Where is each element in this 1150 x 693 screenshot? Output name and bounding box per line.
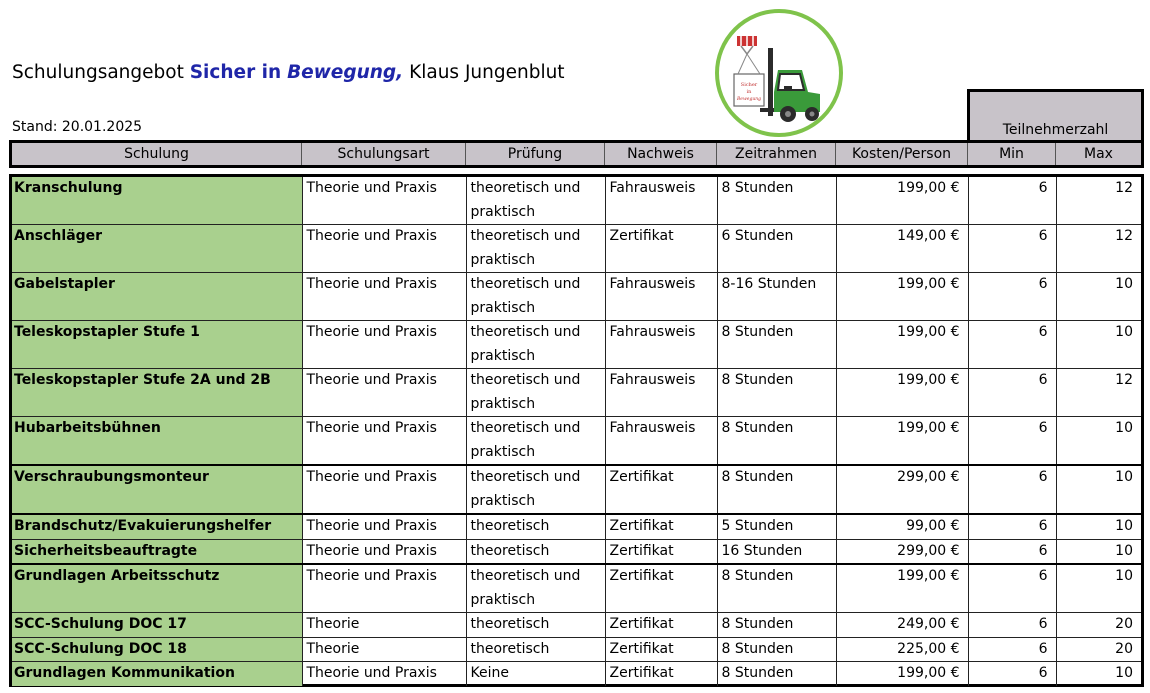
cell-nachweis: Zertifikat [605, 225, 717, 273]
cell-min: 6 [968, 539, 1056, 564]
cell-schulung: Hubarbeitsbühnen [12, 417, 302, 466]
cell-schulungsart: Theorie und Praxis [302, 514, 466, 539]
cell-kosten: 149,00 € [836, 225, 968, 273]
cell-pruefung: theoretisch und praktisch [466, 465, 605, 514]
cell-zeitrahmen: 8-16 Stunden [717, 273, 836, 321]
cell-schulung: Kranschulung [12, 177, 302, 225]
cell-pruefung: theoretisch [466, 539, 605, 564]
teilnehmerzahl-label: Teilnehmerzahl [1002, 122, 1109, 138]
cell-min: 6 [968, 369, 1056, 417]
title-brand-1: Sicher in [189, 62, 282, 83]
cell-pruefung: theoretisch [466, 613, 605, 638]
cell-min: 6 [968, 637, 1056, 662]
table-header-row [9, 140, 1144, 168]
svg-text:Bewegung: Bewegung [736, 97, 762, 102]
cell-pruefung: Keine [466, 662, 605, 686]
cell-schulungsart: Theorie und Praxis [302, 662, 466, 686]
cell-schulungsart: Theorie und Praxis [302, 539, 466, 564]
cell-nachweis: Fahrausweis [605, 177, 717, 225]
cell-min: 6 [968, 514, 1056, 539]
cell-zeitrahmen: 8 Stunden [717, 417, 836, 466]
cell-min: 6 [968, 417, 1056, 466]
table-row [12, 662, 1141, 686]
cell-schulungsart: Theorie und Praxis [302, 273, 466, 321]
cell-schulungsart: Theorie und Praxis [302, 417, 466, 466]
cell-kosten: 199,00 € [836, 369, 968, 417]
cell-zeitrahmen: 8 Stunden [717, 369, 836, 417]
table-row [12, 369, 1141, 417]
teilnehmerzahl-header [967, 89, 1144, 140]
cell-kosten: 299,00 € [836, 539, 968, 564]
cell-kosten: 199,00 € [836, 564, 968, 613]
cell-nachweis: Zertifikat [605, 465, 717, 514]
cell-max: 20 [1056, 613, 1141, 638]
cell-schulung: Grundlagen Kommunikation [12, 662, 302, 686]
cell-schulungsart: Theorie und Praxis [302, 369, 466, 417]
table-row [12, 321, 1141, 369]
cell-schulungsart: Theorie und Praxis [302, 321, 466, 369]
cell-pruefung: theoretisch [466, 514, 605, 539]
cell-zeitrahmen: 8 Stunden [717, 465, 836, 514]
cell-zeitrahmen: 6 Stunden [717, 225, 836, 273]
forklift-logo-icon [708, 8, 852, 138]
col-header-nachweis: Nachweis [605, 143, 717, 165]
stand-date: Stand: 20.01.2025 [12, 119, 143, 135]
cell-pruefung: theoretisch und praktisch [466, 225, 605, 273]
cell-kosten: 225,00 € [836, 637, 968, 662]
cell-max: 10 [1056, 465, 1141, 514]
cell-nachweis: Fahrausweis [605, 321, 717, 369]
cell-nachweis: Zertifikat [605, 613, 717, 638]
cell-schulung: Brandschutz/Evakuierungshelfer [12, 514, 302, 539]
table-row [12, 514, 1141, 539]
title-brand-2: Bewegung, [287, 62, 404, 83]
table-row [12, 225, 1141, 273]
cell-max: 10 [1056, 514, 1141, 539]
table-row [12, 177, 1141, 225]
cell-min: 6 [968, 177, 1056, 225]
cell-max: 10 [1056, 564, 1141, 613]
cell-schulung: Teleskopstapler Stufe 1 [12, 321, 302, 369]
cell-max: 10 [1056, 662, 1141, 686]
col-header-zeitrahmen: Zeitrahmen [717, 143, 836, 165]
cell-schulung: Teleskopstapler Stufe 2A und 2B [12, 369, 302, 417]
cell-kosten: 99,00 € [836, 514, 968, 539]
col-header-pruefung: Prüfung [466, 143, 605, 165]
cell-max: 10 [1056, 539, 1141, 564]
cell-min: 6 [968, 273, 1056, 321]
training-table [9, 174, 1144, 687]
cell-nachweis: Zertifikat [605, 662, 717, 686]
col-header-schulungsart: Schulungsart [302, 143, 466, 165]
table-row [12, 539, 1141, 564]
page-title [12, 62, 565, 83]
col-header-kosten: Kosten/Person [836, 143, 968, 165]
cell-max: 10 [1056, 417, 1141, 466]
cell-zeitrahmen: 8 Stunden [717, 564, 836, 613]
cell-schulungsart: Theorie und Praxis [302, 177, 466, 225]
cell-max: 12 [1056, 177, 1141, 225]
cell-kosten: 199,00 € [836, 662, 968, 686]
cell-schulung: SCC-Schulung DOC 17 [12, 613, 302, 638]
cell-schulungsart: Theorie [302, 613, 466, 638]
cell-max: 20 [1056, 637, 1141, 662]
cell-schulungsart: Theorie und Praxis [302, 564, 466, 613]
cell-nachweis: Zertifikat [605, 564, 717, 613]
cell-min: 6 [968, 465, 1056, 514]
cell-schulung: Anschläger [12, 225, 302, 273]
cell-schulungsart: Theorie und Praxis [302, 465, 466, 514]
table-row [12, 417, 1141, 466]
cell-nachweis: Zertifikat [605, 539, 717, 564]
table-row [12, 637, 1141, 662]
cell-kosten: 199,00 € [836, 417, 968, 466]
cell-kosten: 249,00 € [836, 613, 968, 638]
cell-nachweis: Fahrausweis [605, 273, 717, 321]
title-prefix: Schulungsangebot [12, 62, 184, 83]
col-header-min: Min [968, 143, 1056, 165]
cell-pruefung: theoretisch und praktisch [466, 564, 605, 613]
cell-pruefung: theoretisch und praktisch [466, 369, 605, 417]
cell-max: 10 [1056, 321, 1141, 369]
cell-kosten: 199,00 € [836, 321, 968, 369]
table-row [12, 564, 1141, 613]
cell-schulung: Grundlagen Arbeitsschutz [12, 564, 302, 613]
cell-pruefung: theoretisch und praktisch [466, 417, 605, 466]
cell-pruefung: theoretisch und praktisch [466, 321, 605, 369]
table-row [12, 273, 1141, 321]
svg-text:Sicher: Sicher [740, 82, 758, 88]
cell-min: 6 [968, 662, 1056, 686]
cell-min: 6 [968, 613, 1056, 638]
cell-zeitrahmen: 8 Stunden [717, 613, 836, 638]
cell-min: 6 [968, 321, 1056, 369]
cell-min: 6 [968, 225, 1056, 273]
table-row [12, 613, 1141, 638]
cell-max: 12 [1056, 225, 1141, 273]
cell-nachweis: Fahrausweis [605, 417, 717, 466]
cell-pruefung: theoretisch [466, 637, 605, 662]
cell-zeitrahmen: 8 Stunden [717, 177, 836, 225]
cell-schulungsart: Theorie und Praxis [302, 225, 466, 273]
col-header-max: Max [1084, 146, 1113, 162]
cell-zeitrahmen: 16 Stunden [717, 539, 836, 564]
title-author: Klaus Jungenblut [409, 62, 565, 83]
cell-zeitrahmen: 5 Stunden [717, 514, 836, 539]
cell-zeitrahmen: 8 Stunden [717, 637, 836, 662]
cell-max: 10 [1056, 273, 1141, 321]
cell-min: 6 [968, 564, 1056, 613]
cell-schulung: SCC-Schulung DOC 18 [12, 637, 302, 662]
cell-schulungsart: Theorie [302, 637, 466, 662]
cell-schulung: Gabelstapler [12, 273, 302, 321]
cell-kosten: 299,00 € [836, 465, 968, 514]
cell-schulung: Verschraubungsmonteur [12, 465, 302, 514]
cell-nachweis: Fahrausweis [605, 369, 717, 417]
cell-schulung: Sicherheitsbeauftragte [12, 539, 302, 564]
cell-nachweis: Zertifikat [605, 514, 717, 539]
cell-zeitrahmen: 8 Stunden [717, 321, 836, 369]
table-row [12, 465, 1141, 514]
svg-text:in: in [746, 89, 752, 95]
cell-kosten: 199,00 € [836, 177, 968, 225]
col-header-schulung: Schulung [12, 143, 302, 165]
cell-nachweis: Zertifikat [605, 637, 717, 662]
cell-max: 12 [1056, 369, 1141, 417]
cell-pruefung: theoretisch und praktisch [466, 273, 605, 321]
cell-kosten: 199,00 € [836, 273, 968, 321]
cell-pruefung: theoretisch und praktisch [466, 177, 605, 225]
cell-zeitrahmen: 8 Stunden [717, 662, 836, 686]
